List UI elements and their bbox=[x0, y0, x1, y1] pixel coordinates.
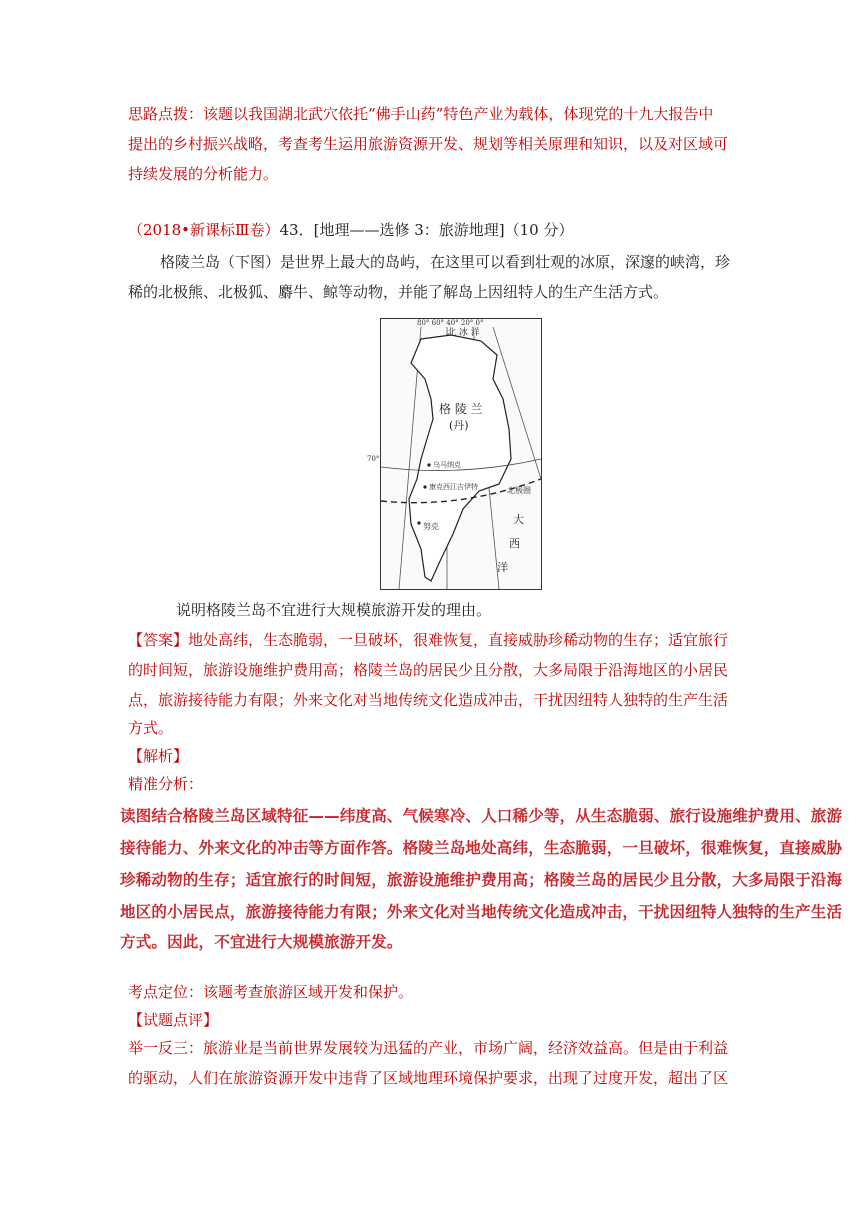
intro-line-2: 提出的乡村振兴战略，考查考生运用旅游资源开发、规划等相关原理和知识，以及对区域可 bbox=[128, 135, 729, 153]
analysis-line-3: 珍稀动物的生存；适宜旅行的时间短，旅游设施维护费用高；格陵兰岛的居民少且分散，大多局限于沿海 bbox=[120, 871, 843, 889]
longitude-labels: 80° 60° 40° 20° 0° bbox=[417, 319, 484, 327]
analysis-line-5: 方式。因此，不宜进行大规模旅游开发。 bbox=[120, 933, 403, 951]
analysis-line-1: 读图结合格陵兰岛区域特征——纬度高、气候寒冷、人口稀少等，从生态脆弱、旅行设施维护费用、旅游 bbox=[120, 807, 843, 825]
atlantic-label-2: 西 bbox=[509, 537, 520, 550]
latitude-70-label: 70° bbox=[367, 455, 380, 463]
greenland-label: 格 陵 兰 bbox=[439, 402, 483, 416]
greenland-map-svg bbox=[367, 319, 541, 589]
atlantic-label-3: 洋 bbox=[497, 561, 508, 574]
answer-line-1 bbox=[128, 630, 728, 650]
question-source: （2018•新课标Ⅲ卷） bbox=[128, 221, 280, 239]
kaodian-text: 考点定位：该题考查旅游区域开发和保护。 bbox=[128, 983, 414, 1001]
answer-line-4: 方式。 bbox=[128, 719, 174, 737]
greenland-landmass bbox=[409, 335, 511, 581]
review-line-1: 举一反三：旅游业是当前世界发展较为迅猛的产业，市场广阔，经济效益高。但是由于利益 bbox=[128, 1039, 729, 1057]
greenland-note: (丹) bbox=[449, 419, 469, 432]
greenland-map bbox=[367, 318, 542, 590]
town2-label: 康克西江吉伊特 bbox=[429, 483, 478, 491]
question-title: 43．[地理——选修 3：旅游地理]（10 分） bbox=[279, 221, 574, 239]
answer-text-1: 地处高纬，生态脆弱，一旦破坏，很难恢复，直接威胁珍稀动物的生存；适宜旅行 bbox=[188, 631, 729, 649]
question-header bbox=[128, 220, 573, 240]
arctic-circle-label: 北极圈 bbox=[507, 486, 531, 495]
analysis-line-4: 地区的小居民点，旅游接待能力有限；外来文化对当地传统文化造成冲击，干扰因纽特人独特的生产生活 bbox=[120, 903, 843, 921]
analysis-sub: 精准分析： bbox=[128, 775, 204, 793]
question-para-2: 稀的北极熊、北极狐、麝牛、鲸等动物，并能了解岛上因纽特人的生产生活方式。 bbox=[128, 283, 669, 301]
question-para-1: 格陵兰岛（下图）是世界上最大的岛屿，在这里可以看到壮观的冰原，深邃的峡湾，珍 bbox=[160, 253, 731, 271]
answer-line-3: 点，旅游接待能力有限；外来文化对当地传统文化造成冲击，干扰因纽特人独特的生产生活 bbox=[128, 691, 729, 709]
town1-dot bbox=[427, 463, 430, 466]
intro-line-1: 思路点拨：该题以我国湖北武穴依托“佛手山药”特色产业为载体，体现党的十九大报告中 bbox=[128, 105, 714, 123]
atlantic-label-1: 大 bbox=[513, 513, 524, 526]
town3-dot bbox=[417, 521, 420, 524]
review-line-2: 的驱动，人们在旅游资源开发中违背了区域地理环境保护要求，出现了过度开发，超出了区 bbox=[128, 1069, 729, 1087]
arctic-ocean-label: 北 冰 洋 bbox=[447, 328, 480, 338]
intro-line-3: 持续发展的分析能力。 bbox=[128, 165, 279, 183]
analysis-label: 【解析】 bbox=[128, 747, 189, 765]
review-label: 【试题点评】 bbox=[128, 1011, 219, 1029]
answer-line-2: 的时间短，旅游设施维护费用高；格陵兰岛的居民少且分散，大多局限于沿海地区的小居民 bbox=[128, 661, 729, 679]
town2-dot bbox=[423, 485, 426, 488]
town3-label: 努克 bbox=[423, 522, 439, 531]
answer-label: 【答案】 bbox=[128, 631, 189, 649]
question-prompt: 说明格陵兰岛不宜进行大规模旅游开发的理由。 bbox=[176, 601, 492, 619]
town1-label: 乌马纳克 bbox=[433, 461, 461, 469]
analysis-line-2: 接待能力、外来文化的冲击等方面作答。格陵兰岛地处高纬，生态脆弱，一旦破坏，很难恢复，直接威胁 bbox=[120, 839, 843, 857]
